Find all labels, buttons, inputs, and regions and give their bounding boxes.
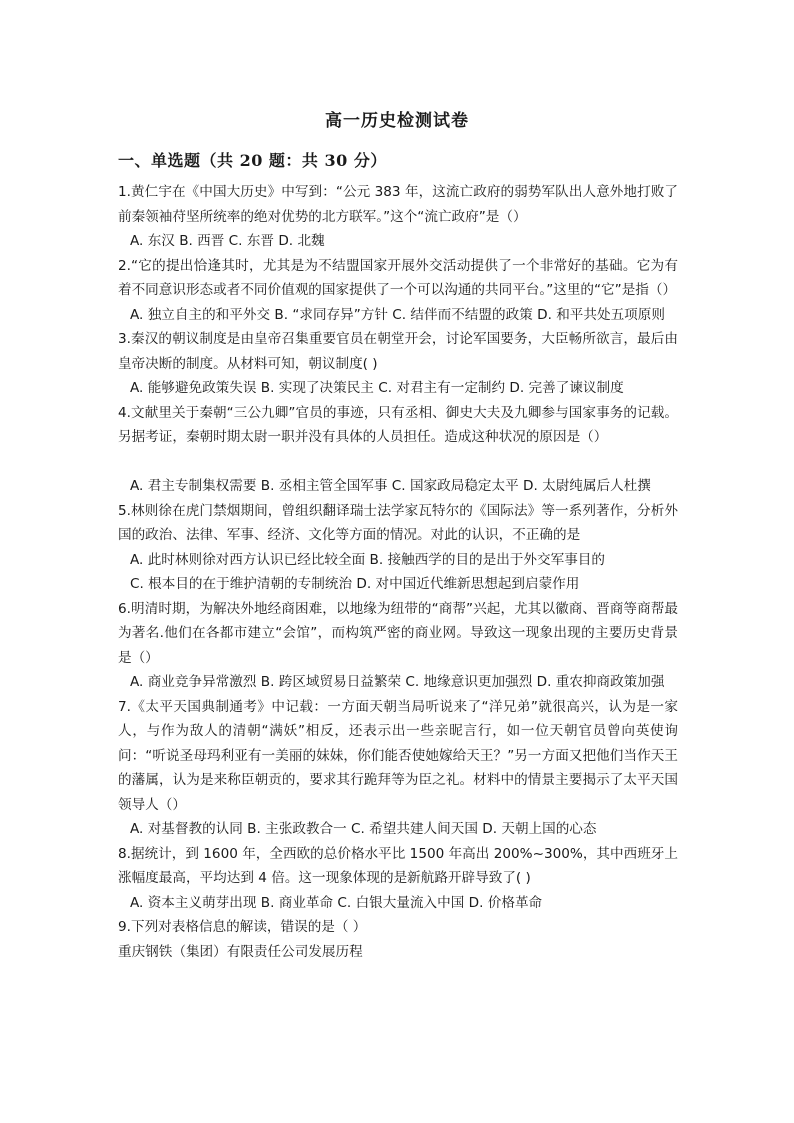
question-stem: 2.“它的提出恰逢其时，尤其是为不结盟国家开展外交活动提供了一个非常好的基础。它为有着不同意识形态或者不同价值观的国家提供了一个可以沟通的共同平台。”这里的“它”是指（） <box>118 257 678 298</box>
question-options: A. 商业竞争异常激烈 B. 跨区域贸易日益繁荣 C. 地缘意识更加强烈 D. 重农抑商政策加强 <box>130 674 665 690</box>
question-2 <box>118 254 678 328</box>
question-list <box>118 180 678 964</box>
question-options: A. 此时林则徐对西方认识已经比较全面 B. 接触西学的目的是出于外交军事目的 <box>130 551 605 568</box>
blank-line <box>118 450 678 475</box>
question-7 <box>118 695 678 842</box>
question-3 <box>118 327 678 401</box>
question-8 <box>118 842 678 916</box>
question-options: A. 东汉 B. 西晋 C. 东晋 D. 北魏 <box>130 233 325 249</box>
question-options: A. 能够避免政策失误 B. 实现了决策民主 C. 对君主有一定制约 D. 完善了谏议制度 <box>130 380 624 396</box>
question-4 <box>118 401 678 499</box>
question-stem: 1.黄仁宇在《中国大历史》中写到：“公元 383 年，这流亡政府的弱势军队出人意外地打败了前秦领袖苻坚所统率的绝对优势的北方联军。”这个“流亡政府”是（） <box>118 184 678 225</box>
question-stem: 6.明清时期，为解决外地经商困难，以地缘为纽带的“商帮”兴起，尤其以徽商、晋商等商帮最为著名.他们在各都市建立“会馆”，而构筑严密的商业网。导致这一现象出现的主要历史背景是（） <box>118 600 678 666</box>
table-caption: 重庆钢铁（集团）有限责任公司发展历程 <box>118 943 363 960</box>
question-options: A. 资本主义萌芽出现 B. 商业革命 C. 白银大量流入中国 D. 价格革命 <box>130 894 543 911</box>
page-title: 高一历史检测试卷 <box>325 111 469 131</box>
question-5 <box>118 499 678 597</box>
question-stem: 5.林则徐在虎门禁烟期间，曾组织翻译瑞士法学家瓦特尔的《国际法》等一系列著作，分析外国的政治、法律、军事、经济、文化等方面的情况。对此的认识，不正确的是 <box>118 502 678 543</box>
question-6 <box>118 597 678 695</box>
question-stem: 3.秦汉的朝议制度是由皇帝召集重要官员在朝堂开会，讨论军国要务，大臣畅所欲言，最后由皇帝决断的制度。从材料可知，朝议制度( ) <box>118 331 678 372</box>
section-heading: 一、单选题（共 20 题：共 30 分） <box>118 151 387 170</box>
question-stem: 8.据统计，到 1600 年，全西欧的总价格水平比 1500 年高出 200%~300%，其中西班牙上涨幅度最高，平均达到 4 倍。这一现象体现的是新航路开辟导致了( ) <box>118 845 678 886</box>
question-stem: 7.《太平天国典制通考》中记载：一方面天朝当局听说来了“洋兄弟”就很高兴，认为是一家人，与作为敌人的清朝“满妖”相反，还表示出一些亲昵言行，如一位天朝官员曾向英使询问：“听说圣母玛利亚有一美丽的妹妹，你们能否使她嫁给天王？”另一方面又把他们当作天王的藩属，认为是来称臣朝贡的，要求其行跪拜等为臣之礼。材料中的情景主要揭示了太平天国领导人（） <box>118 698 678 813</box>
question-stem: 9.下列对表格信息的解读，错误的是（ ） <box>118 919 367 935</box>
question-options: C. 根本目的在于维护清朝的专制统治 D. 对中国近代维新思想起到启蒙作用 <box>130 576 580 592</box>
question-stem: 4.文献里关于秦朝“三公九卿”官员的事迹，只有丞相、御史大夫及九卿参与国家事务的记载。另据考证，秦朝时期太尉一职并没有具体的人员担任。造成这种状况的原因是（） <box>118 404 678 445</box>
question-options: A. 对基督教的认同 B. 主张政教合一 C. 希望共建人间天国 D. 天朝上国的心态 <box>130 821 597 837</box>
question-options: A. 独立自主的和平外交 B. “求同存异”方针 C. 结伴而不结盟的政策 D. 和平共处五项原则 <box>130 306 665 323</box>
question-9 <box>118 915 678 940</box>
question-1 <box>118 180 678 254</box>
question-options: A. 君主专制集权需要 B. 丞相主管全国军事 C. 国家政局稳定太平 D. 太尉纯属后人杜撰 <box>130 478 651 494</box>
